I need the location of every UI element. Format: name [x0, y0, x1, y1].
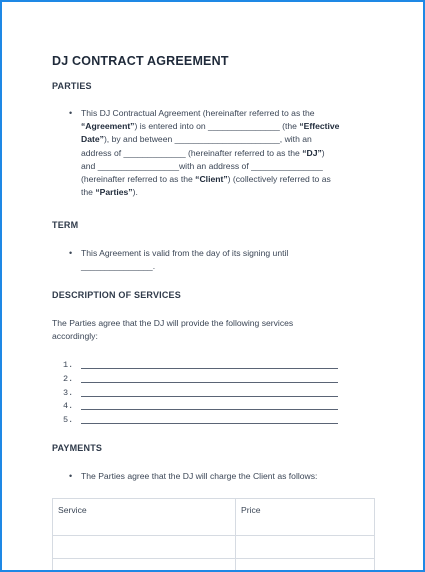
- term-line-1: • This Agreement is valid from the day of its signing until: [81, 248, 289, 258]
- services-item-number: 3.: [63, 388, 74, 398]
- parties-line-5: and _________________with an address of _______________: [81, 160, 323, 171]
- term-paragraph: [81, 247, 381, 273]
- services-item-number: 1.: [63, 360, 74, 370]
- services-item-blank: [81, 382, 338, 383]
- services-item-number: 4.: [63, 401, 74, 411]
- services-item-blank: [81, 368, 338, 369]
- table-header-price: Price: [236, 499, 375, 536]
- payments-table: [52, 498, 375, 572]
- payments-line-1: • The Parties agree that the DJ will charge the Client as follows:: [81, 471, 318, 481]
- table-row: [53, 559, 375, 572]
- parties-line-1: • This DJ Contractual Agreement (hereinafter referred to as the: [81, 108, 315, 118]
- parties-heading: PARTIES: [52, 81, 92, 91]
- payments-heading: PAYMENTS: [52, 443, 103, 453]
- table-cell: [236, 536, 375, 559]
- parties-line-3: Date”), by and between ______________________, with an: [81, 134, 312, 145]
- services-item-blank: [81, 423, 338, 424]
- payments-paragraph: [81, 470, 381, 483]
- table-header-row: [53, 499, 375, 536]
- parties-paragraph: [81, 107, 381, 199]
- services-line-2: accordingly:: [52, 331, 98, 342]
- services-intro: [52, 317, 377, 343]
- services-item-blank: [81, 409, 338, 410]
- table-header-service: Service: [53, 499, 236, 536]
- parties-line-2: “Agreement”) is entered into on _______________ (the “Effective: [81, 121, 340, 132]
- term-heading: TERM: [52, 220, 79, 230]
- table-cell: [53, 536, 236, 559]
- parties-line-7: the “Parties”).: [81, 187, 138, 198]
- services-heading: DESCRIPTION OF SERVICES: [52, 290, 181, 300]
- table-cell: [53, 559, 236, 572]
- table-row: [53, 536, 375, 559]
- table-cell: [236, 559, 375, 572]
- services-item-number: 2.: [63, 374, 74, 384]
- term-line-2: _______________.: [81, 261, 156, 272]
- services-item-number: 5.: [63, 415, 74, 425]
- services-line-1: The Parties agree that the DJ will provide the following services: [52, 318, 294, 328]
- parties-line-6: (hereinafter referred to as the “Client”) (collectively referred to as: [81, 174, 331, 185]
- parties-line-4: address of _____________ (hereinafter referred to as the “DJ”): [81, 147, 325, 158]
- document-title: DJ CONTRACT AGREEMENT: [52, 54, 229, 68]
- services-item-blank: [81, 396, 338, 397]
